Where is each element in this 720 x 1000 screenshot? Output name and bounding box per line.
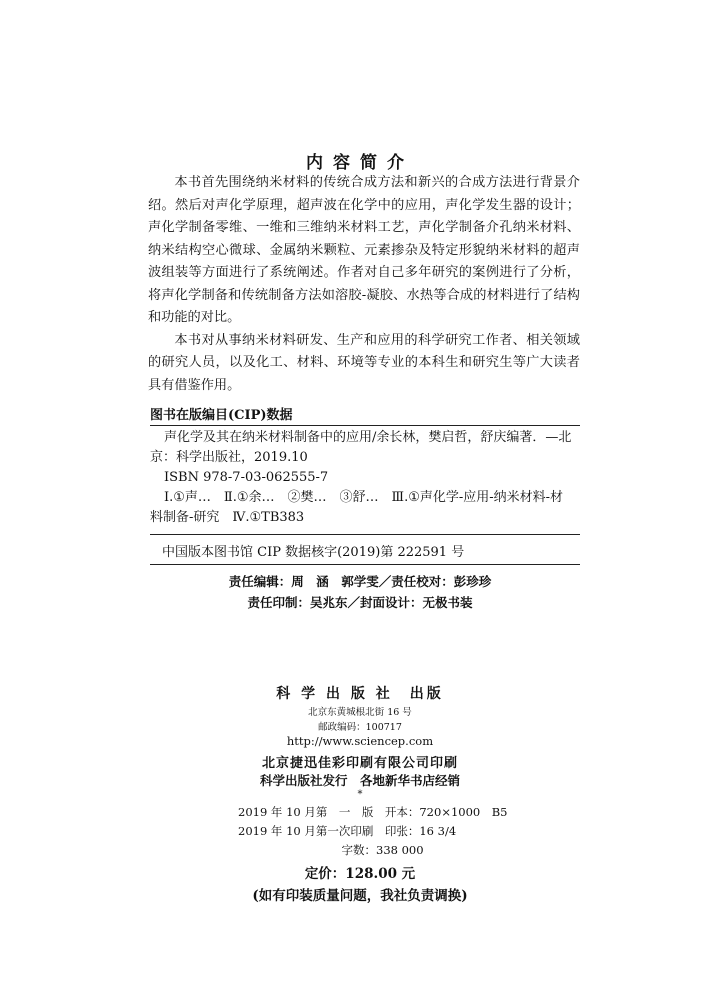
editors-line-2: 责任印制：吴兆东／封面设计：无极书装 — [247, 595, 473, 610]
cip-bibliographic-entry — [150, 428, 580, 488]
cip-classification — [150, 488, 580, 528]
publisher-postcode: 邮政编码：100717 — [318, 722, 402, 733]
abstract — [148, 172, 580, 397]
abstract-paragraph-2: 本书对从事纳米材料研发、生产和应用的科学研究工作者、相关领域的研究人员，以及化工、材料、环境等专业的本科生和研究生等广大读者具有借鉴作用。 — [148, 332, 580, 393]
cip-entry-line-2: 京：科学出版社，2019.10 — [150, 450, 308, 465]
separator-star: * — [357, 789, 363, 800]
cip-classification-line-2: 料制备-研究 Ⅳ.①TB383 — [150, 510, 305, 525]
cip-heading: 图书在版编目(CIP)数据 — [150, 408, 293, 423]
printing-line: 2019 年 10 月第一次印刷 印张：16 3/4 — [238, 824, 457, 838]
publisher-address: 北京东黄城根北街 16 号 — [308, 707, 412, 718]
publisher-website: http://www.sciencep.com — [286, 734, 434, 748]
cip-classification-line-1: Ⅰ.①声… Ⅱ.①余… ②樊… ③舒… Ⅲ.①声化学-应用-纳米材料-材 — [164, 490, 564, 505]
publisher-name: 科 学 出 版 社 出版 — [276, 686, 444, 702]
cip-entry-line-1: 声化学及其在纳米材料制备中的应用/余长林，樊启哲，舒庆编著．—北 — [164, 430, 572, 445]
cip-top-rule — [150, 425, 580, 426]
word-count-line: 字数：338 000 — [238, 843, 424, 857]
cip-data-number: 中国版本图书馆 CIP 数据核字(2019)第 222591 号 — [162, 545, 465, 560]
price: 定价：128.00 元 — [304, 866, 416, 882]
edition-line: 2019 年 10 月第 一 版 开本：720×1000 B5 — [238, 805, 508, 819]
distribution-line: 科学出版社发行 各地新华书店经销 — [259, 773, 460, 788]
printer-name: 北京捷迅佳彩印刷有限公司印刷 — [261, 756, 458, 771]
cip-bottom-rule — [150, 564, 580, 565]
abstract-paragraph-1: 本书首先围绕纳米材料的传统合成方法和新兴的合成方法进行背景介绍。然后对声化学原理，超声波在化学中的应用，声化学发生器的设计；声化学制备零维、一维和三维纳米材料工艺，声化学制备介孔纳米材料、纳米结构空心微球、金属纳米颗粒、元素掺杂及特定形貌纳米材料的超声波组装等方面进行了系统阐述。作者对自己多年研究的案例进行了分析，将声化学制备和传统制备方法如溶胶-凝胶、水热等合成的材料进行了结构和功能的对比。 — [148, 175, 580, 325]
cip-isbn: ISBN 978-7-03-062555-7 — [164, 470, 329, 485]
quality-note: (如有印装质量问题，我社负责调换) — [252, 888, 468, 904]
edition-specs — [238, 803, 508, 860]
page-title: 内容简介 — [306, 153, 414, 173]
cip-middle-rule — [150, 534, 580, 535]
editors-line-1: 责任编辑：周 涵 郭学雯／责任校对：彭珍珍 — [228, 574, 492, 589]
